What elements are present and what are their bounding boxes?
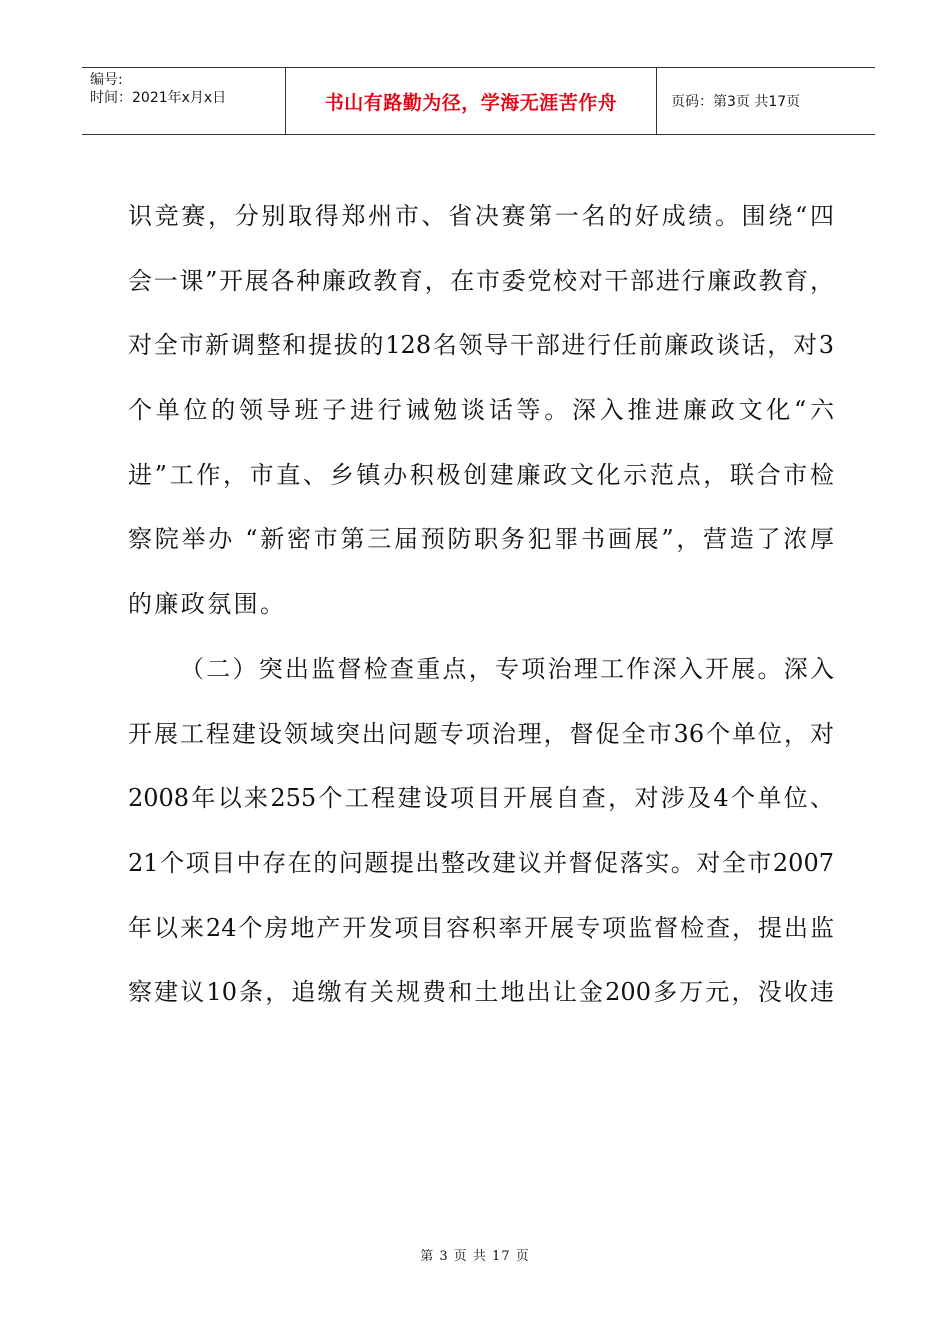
page-footer xyxy=(0,1245,950,1264)
document-body xyxy=(128,184,834,1025)
body-line: 开展工程建设领域突出问题专项治理，督促全市36个单位，对 xyxy=(128,719,834,748)
header-meta xyxy=(82,68,285,134)
header-motto: 书山有路勤为径，学海无涯苦作舟 xyxy=(324,91,618,114)
footer-page-number: 第 3 页 共 17 页 xyxy=(420,1249,530,1264)
body-line: 的廉政氛围。 xyxy=(128,590,287,619)
document-number-label: 编号: xyxy=(90,72,123,88)
body-line: 2008年以来255个工程建设项目开展自查，对涉及4个单位、 xyxy=(128,784,834,813)
document-time: 时间：2021年x月x日 xyxy=(90,90,227,106)
header-motto-cell xyxy=(285,68,657,134)
page-header xyxy=(82,67,875,135)
body-line: 对全市新调整和提拔的128名领导干部进行任前廉政谈话，对3 xyxy=(128,331,834,360)
header-page-info: 页码：第3页 共17页 xyxy=(671,94,801,110)
body-line: 识竞赛，分别取得郑州市、省决赛第一名的好成绩。围绕“四 xyxy=(128,202,834,230)
body-line-paragraph-start: （二）突出监督检查重点，专项治理工作深入开展。深入 xyxy=(180,654,834,683)
header-page-info-cell xyxy=(657,68,875,134)
body-line: 21个项目中存在的问题提出整改建议并督促落实。对全市2007 xyxy=(128,848,834,877)
body-line: 会一课”开展各种廉政教育，在市委党校对干部进行廉政教育， xyxy=(128,266,834,295)
body-line: 年以来24个房地产开发项目容积率开展专项监督检查，提出监 xyxy=(128,913,834,942)
body-line: 察院举办 “新密市第三届预防职务犯罪书画展”，营造了浓厚 xyxy=(128,525,834,554)
body-line: 进”工作，市直、乡镇办积极创建廉政文化示范点，联合市检 xyxy=(128,460,834,489)
body-line: 个单位的领导班子进行诫勉谈话等。深入推进廉政文化“六 xyxy=(128,396,834,425)
body-line: 察建议10条，追缴有关规费和土地出让金200多万元，没收违 xyxy=(128,978,834,1007)
